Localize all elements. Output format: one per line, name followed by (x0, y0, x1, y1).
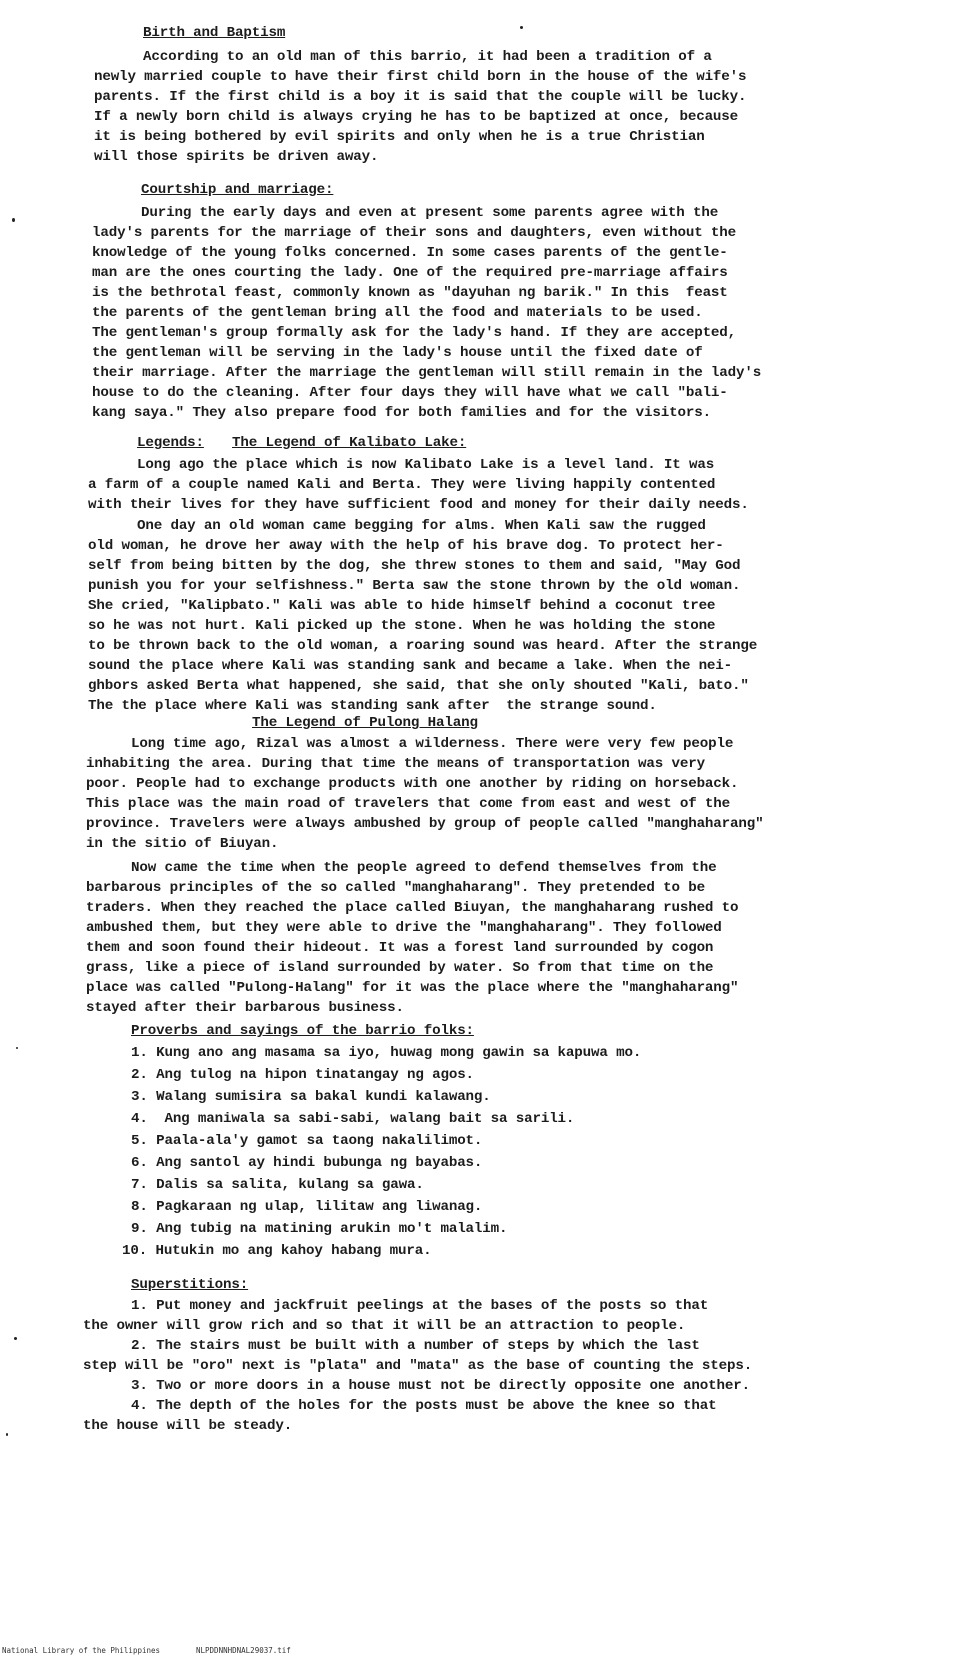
text-line: According to an old man of this barrio, it had been a tradition of a (143, 49, 712, 65)
text-line: Long ago the place which is now Kalibato Lake is a level land. It was (137, 457, 715, 473)
heading-legend-pulong-halang: The Legend of Pulong Halang (252, 715, 478, 731)
text-line: kang saya." They also prepare food for both families and for the visitors. (92, 405, 711, 421)
proverb-item: 3. Walang sumisira sa bakal kundi kalawang. (131, 1089, 491, 1105)
footer-library: National Library of the Philippines (2, 1646, 161, 1655)
text-line: inhabiting the area. During that time the means of transportation was very (86, 756, 705, 772)
text-line: 4. The depth of the holes for the posts must be above the knee so that (131, 1398, 717, 1414)
heading-courtship-marriage: Courtship and marriage: (141, 182, 334, 198)
scan-speck (6, 1433, 8, 1436)
text-line: stayed after their barbarous business. (86, 1000, 404, 1016)
text-line: it is being bothered by evil spirits and only when he is a true Christian (94, 129, 705, 145)
text-line: old woman, he drove her away with the help of his brave dog. To protect her- (88, 538, 724, 554)
proverb-item: 2. Ang tulog na hipon tinatangay ng agos. (131, 1067, 474, 1083)
proverb-item: 8. Pagkaraan ng ulap, lilitaw ang liwanag. (131, 1199, 483, 1215)
scan-speck (16, 1047, 18, 1049)
text-line: barbarous principles of the so called "manghaharang". They pretended to be (86, 880, 705, 896)
heading-proverbs: Proverbs and sayings of the barrio folks: (131, 1023, 474, 1039)
text-line: ambushed them, but they were able to drive the "manghaharang". They followed (86, 920, 722, 936)
text-line: will those spirits be driven away. (94, 149, 379, 165)
proverb-item: 10. Hutukin mo ang kahoy habang mura. (122, 1243, 432, 1259)
text-line: parents. If the first child is a boy it is said that the couple will be lucky. (94, 89, 747, 105)
text-line: their marriage. After the marriage the gentleman will still remain in the lady's (92, 365, 762, 381)
proverb-item: 5. Paala-ala'y gamot sa taong nakalilimot. (131, 1133, 483, 1149)
text-line: Long time ago, Rizal was almost a wilderness. There were very few people (131, 736, 734, 752)
text-line: 2. The stairs must be built with a number of steps by which the last (131, 1338, 700, 1354)
text-line: The the place where Kali was standing sank after the strange sound. (88, 698, 657, 714)
footer-file: NLPDDNNHDNAL29037.tif (196, 1646, 291, 1655)
proverb-item: 7. Dalis sa salita, kulang sa gawa. (131, 1177, 424, 1193)
text-line: One day an old woman came begging for alms. When Kali saw the rugged (137, 518, 706, 534)
text-line: Now came the time when the people agreed to defend themselves from the (131, 860, 717, 876)
text-line: so he was not hurt. Kali picked up the stone. When he was holding the stone (88, 618, 716, 634)
text-line: the house will be steady. (83, 1418, 293, 1434)
text-line: sound the place where Kali was standing sank and became a lake. When the nei- (88, 658, 733, 674)
text-line: the owner will grow rich and so that it will be an attraction to people. (83, 1318, 686, 1334)
text-line: is the bethrotal feast, commonly known as "dayuhan ng barik." In this feast (92, 285, 728, 301)
text-line: step will be "oro" next is "plata" and "mata" as the base of counting the steps. (83, 1358, 753, 1374)
text-line: ghbors asked Berta what happened, she said, that she only shouted "Kali, bato." (88, 678, 749, 694)
text-line: province. Travelers were always ambushed by group of people called "manghaharang" (86, 816, 764, 832)
text-line: poor. People had to exchange products with one another by riding on horseback. (86, 776, 739, 792)
text-line: the gentleman will be serving in the lady's house until the fixed date of (92, 345, 703, 361)
proverb-item: 4. Ang maniwala sa sabi-sabi, walang bait sa sarili. (131, 1111, 575, 1127)
text-line: The gentleman's group formally ask for the lady's hand. If they are accepted, (92, 325, 737, 341)
proverb-item: 1. Kung ano ang masama sa iyo, huwag mong gawin sa kapuwa mo. (131, 1045, 642, 1061)
text-line: to be thrown back to the old woman, a roaring sound was heard. After the strange (88, 638, 758, 654)
scan-speck (12, 218, 15, 222)
text-line: 3. Two or more doors in a house must not be directly opposite one another. (131, 1378, 750, 1394)
text-line: lady's parents for the marriage of their sons and daughters, even without the (92, 225, 737, 241)
text-line: knowledge of the young folks concerned. In some cases parents of the gentle- (92, 245, 728, 261)
text-line: traders. When they reached the place called Biuyan, the manghaharang rushed to (86, 900, 739, 916)
text-line: During the early days and even at present some parents agree with the (141, 205, 719, 221)
proverb-item: 6. Ang santol ay hindi bubunga ng bayabas. (131, 1155, 483, 1171)
text-line: She cried, "Kalipbato." Kali was able to hide himself behind a coconut tree (88, 598, 716, 614)
heading-legends: Legends: (137, 435, 204, 451)
scan-speck (520, 26, 523, 29)
text-line: in the sitio of Biuyan. (86, 836, 279, 852)
text-line: with their lives for they have sufficient food and money for their daily needs. (88, 497, 749, 513)
text-line: grass, like a piece of island surrounded by water. So from that time on the (86, 960, 714, 976)
text-line: self from being bitten by the dog, she threw stones to them and said, "May God (88, 558, 741, 574)
text-line: man are the ones courting the lady. One of the required pre-marriage affairs (92, 265, 728, 281)
text-line: house to do the cleaning. After four days they will have what we call "bali- (92, 385, 728, 401)
scan-speck (14, 1337, 17, 1340)
text-line: place was called "Pulong-Halang" for it was the place where the "manghaharang" (86, 980, 739, 996)
text-line: This place was the main road of travelers that come from east and west of the (86, 796, 731, 812)
text-line: punish you for your selfishness." Berta saw the stone thrown by the old woman. (88, 578, 741, 594)
text-line: the parents of the gentleman bring all the food and materials to be used. (92, 305, 703, 321)
heading-birth-baptism: Birth and Baptism (143, 25, 286, 41)
text-line: If a newly born child is always crying he has to be baptized at once, because (94, 109, 739, 125)
heading-superstitions: Superstitions: (131, 1277, 249, 1293)
heading-legend-kalibato: The Legend of Kalibato Lake: (232, 435, 467, 451)
text-line: 1. Put money and jackfruit peelings at the bases of the posts so that (131, 1298, 709, 1314)
text-line: newly married couple to have their first child born in the house of the wife's (94, 69, 747, 85)
proverb-item: 9. Ang tubig na matining arukin mo't malalim. (131, 1221, 508, 1237)
text-line: them and soon found their hideout. It was a forest land surrounded by cogon (86, 940, 714, 956)
text-line: a farm of a couple named Kali and Berta. They were living happily contented (88, 477, 716, 493)
